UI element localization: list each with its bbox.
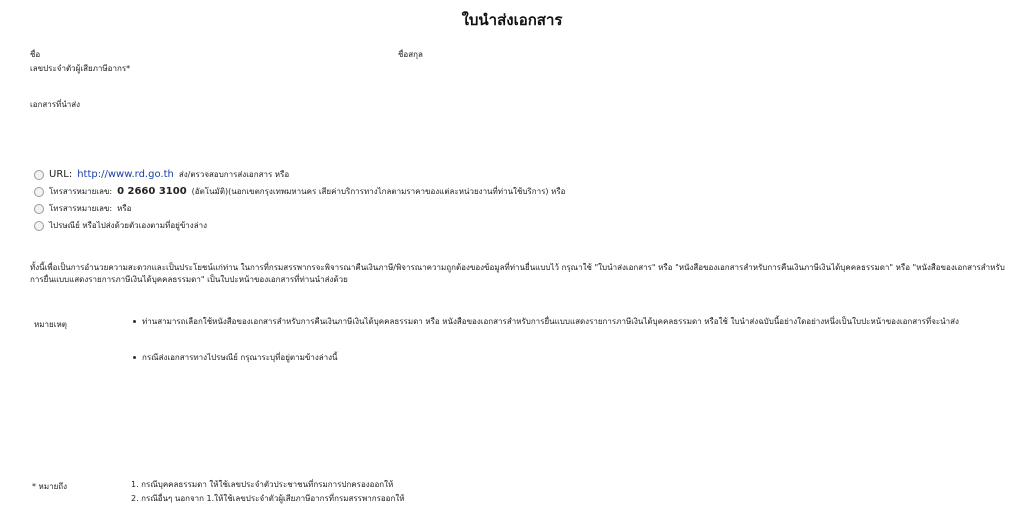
option-post-label: ไปรษณีย์ หรือไปส่งด้วยตัวเองตามที่อยู่ข้างล่าง: [49, 221, 207, 230]
option-fax-auto-prefix: โทรสารหมายเลข:: [49, 187, 113, 196]
remark-item-text: กรณีส่งเอกสารทางไปรษณีย์ กรุณาระบุที่อยู่ตามข้างล่างนี้: [142, 353, 338, 362]
last-name-label: ชื่อสกุล: [398, 50, 423, 59]
documents-label: เอกสารที่นำส่ง: [30, 100, 81, 109]
option-fax-other-prefix: โทรสารหมายเลข:: [49, 204, 113, 213]
rd-website-link[interactable]: http://www.rd.go.th: [77, 169, 174, 180]
option-fax-other-suffix: หรือ: [117, 204, 132, 213]
bullet-dot-icon: [133, 356, 136, 359]
option-post[interactable]: [34, 219, 207, 232]
option-url[interactable]: [34, 168, 289, 181]
purpose-paragraph: ทั้งนี้เพื่อเป็นการอำนวยความสะดวกและเป็นประโยชน์แก่ท่าน ในการที่กรมสรรพากรจะพิจารณาคืนเงินภาษี/พิจารณาความถูกต้องของข้อมูลที่ท่านยื่นแบบไว้ กรุณาใช้ "ใบนำส่งเอกสาร" หรือ "หนังสือของเอกสารสำหรับการคืนเงินภาษีเงินได้บุคคลธรรมดา" หรือ "หนังสือของเอกสารสำหรับการยื่นแบบแสดงรายการภาษีเงินได้บุคคลธรรมดา" เป็นใบปะหน้าของเอกสารที่ท่านนำส่งด้วย: [30, 263, 1005, 284]
radio-fax-auto[interactable]: [34, 187, 44, 197]
remark-item: [133, 316, 1003, 327]
fax-auto-number: 0 2660 3100: [117, 186, 187, 197]
option-url-suffix: ส่ง/ตรวจสอบการส่งเอกสาร หรือ: [178, 170, 290, 179]
radio-post[interactable]: [34, 221, 44, 231]
radio-url[interactable]: [34, 170, 44, 180]
tax-id-label: เลขประจำตัวผู้เสียภาษีอากร*: [30, 64, 131, 73]
remarks-label: หมายเหตุ: [34, 320, 67, 329]
option-fax-other[interactable]: [34, 202, 131, 215]
first-name-label: ชื่อ: [30, 50, 41, 59]
footnote-item: 2. กรณีอื่นๆ นอกจาก 1.ให้ใช้เลขประจำตัวผู้เสียภาษีอากรที่กรมสรรพากรออกให้: [131, 494, 405, 503]
page-title: ใบนำส่งเอกสาร: [461, 11, 563, 29]
remark-item: [133, 352, 1003, 363]
option-url-prefix: URL:: [49, 169, 73, 180]
bullet-dot-icon: [133, 320, 136, 323]
footnote-item: 1. กรณีบุคคลธรรมดา ให้ใช้เลขประจำตัวประชาชนที่กรมการปกครองออกให้: [131, 480, 394, 489]
remark-item-text: ท่านสามารถเลือกใช้หนังสือของเอกสารสำหรับการคืนเงินภาษีเงินได้บุคคลธรรมดา หรือ หนังสือของเอกสารสำหรับการยื่นแบบแสดงรายการภาษีเงินได้บุคคลธรรมดา หรือใช้ ใบนำส่งฉบับนี้อย่างใดอย่างหนึ่งเป็นใบปะหน้าของเอกสารที่จะนำส่ง: [142, 317, 959, 326]
option-fax-auto[interactable]: [34, 185, 565, 198]
radio-fax-other[interactable]: [34, 204, 44, 214]
footnote-label: * หมายถึง: [32, 482, 68, 491]
option-fax-auto-suffix: (อัตโนมัติ)(นอกเขตกรุงเทพมหานคร เสียค่าบริการทางไกลตามราคาของแต่ละหน่วยงานที่ท่านใช้บริการ) หรือ: [191, 187, 566, 196]
